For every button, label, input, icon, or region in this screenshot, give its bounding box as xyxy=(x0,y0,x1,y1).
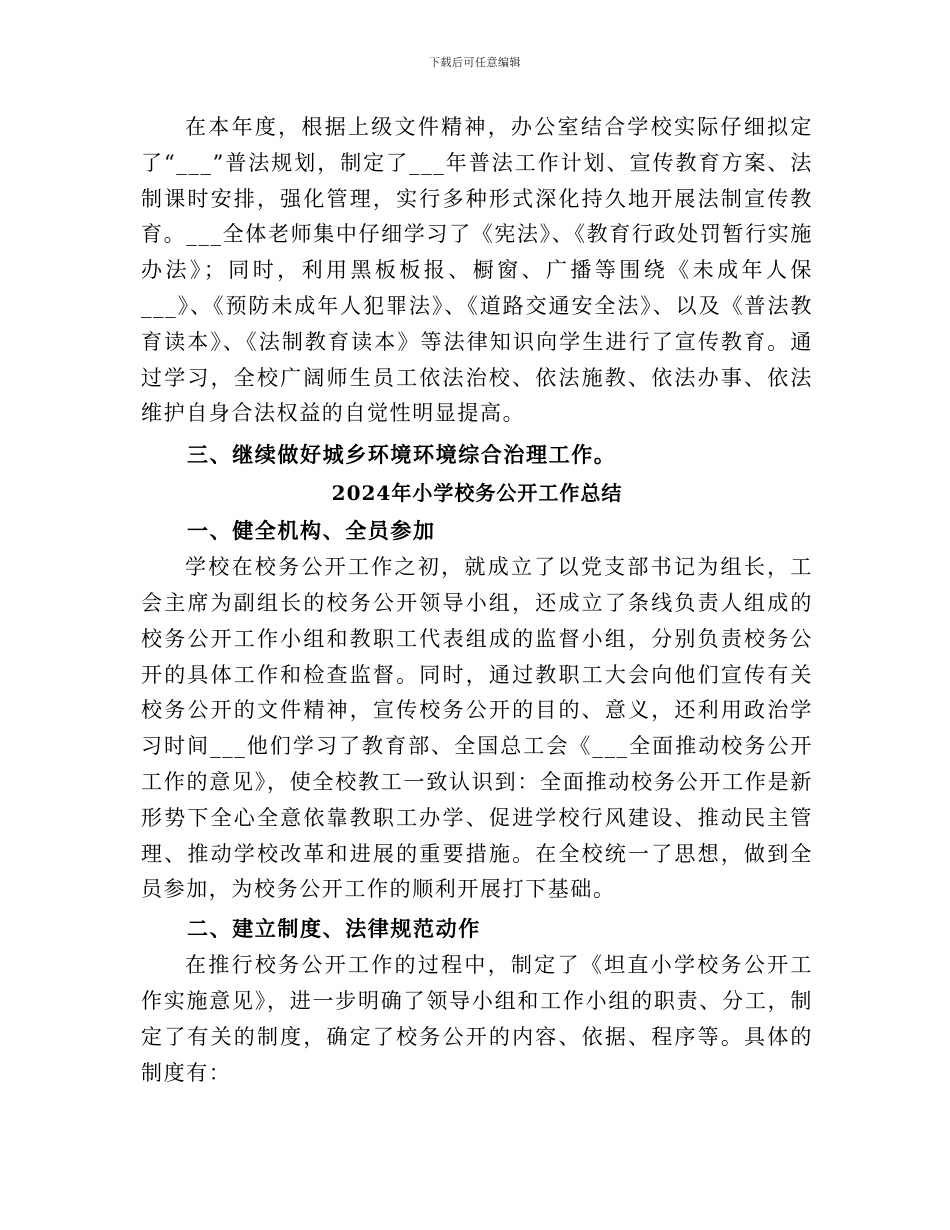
paragraph-legal-education: 在本年度，根据上级文件精神，办公室结合学校实际仔细拟定了“___”普法规划，制定了___年普法工作计划、宣传教育方案、法制课时安排，强化管理，实行多种形式深化持久地开展法制宣传教育。___全体老师集中仔细学习了《宪法》、《教育行政处罚暂行实施办法》；同时，利用黑板板报、橱窗、广播等围绕《未成年人保___》、《预防未成年人犯罪法》、《道路交通安全法》、以及《普法教育读本》、《法制教育读本》等法律知识向学生进行了宣传教育。通过学习，全校广阔师生员工依法治校、依法施教、依法办事、依法维护自身合法权益的自觉性明显提高。 xyxy=(141,115,813,426)
page-header: 下载后可任意编辑 xyxy=(429,56,521,69)
section-heading-organization: 一、健全机构、全员参加 xyxy=(187,518,436,544)
paragraph-system: 在推行校务公开工作的过程中，制定了《坦直小学校务公开工作实施意见》，进一步明确了领导小组和工作小组的职责、分工，制定了有关的制度，确定了校务公开的内容、依据、程序等。具体的制度有： xyxy=(141,953,813,1085)
document-body xyxy=(141,110,813,1091)
document-title: 2024年小学校务公开工作总结 xyxy=(331,481,623,506)
section-heading-environment: 三、继续做好城乡环境环境综合治理工作。 xyxy=(187,442,617,468)
section-heading-system: 二、建立制度、法律规范动作 xyxy=(187,916,481,942)
paragraph-organization: 学校在校务公开工作之初，就成立了以党支部书记为组长，工会主席为副组长的校务公开领导小组，还成立了条线负责人组成的校务公开工作小组和教职工代表组成的监督小组，分别负责校务公开的具体工作和检查监督。同时，通过教职工大会向他们宣传有关校务公开的文件精神，宣传校务公开的目的、意义，还利用政治学习时间___他们学习了教育部、全国总工会《___全面推动校务公开工作的意见》，使全校教工一致认识到：全面推动校务公开工作是新形势下全心全意依靠教职工办学、促进学校行风建设、推动民主管理、推动学校改革和进展的重要措施。在全校统一了思想，做到全员参加，为校务公开工作的顺利开展打下基础。 xyxy=(141,555,813,902)
